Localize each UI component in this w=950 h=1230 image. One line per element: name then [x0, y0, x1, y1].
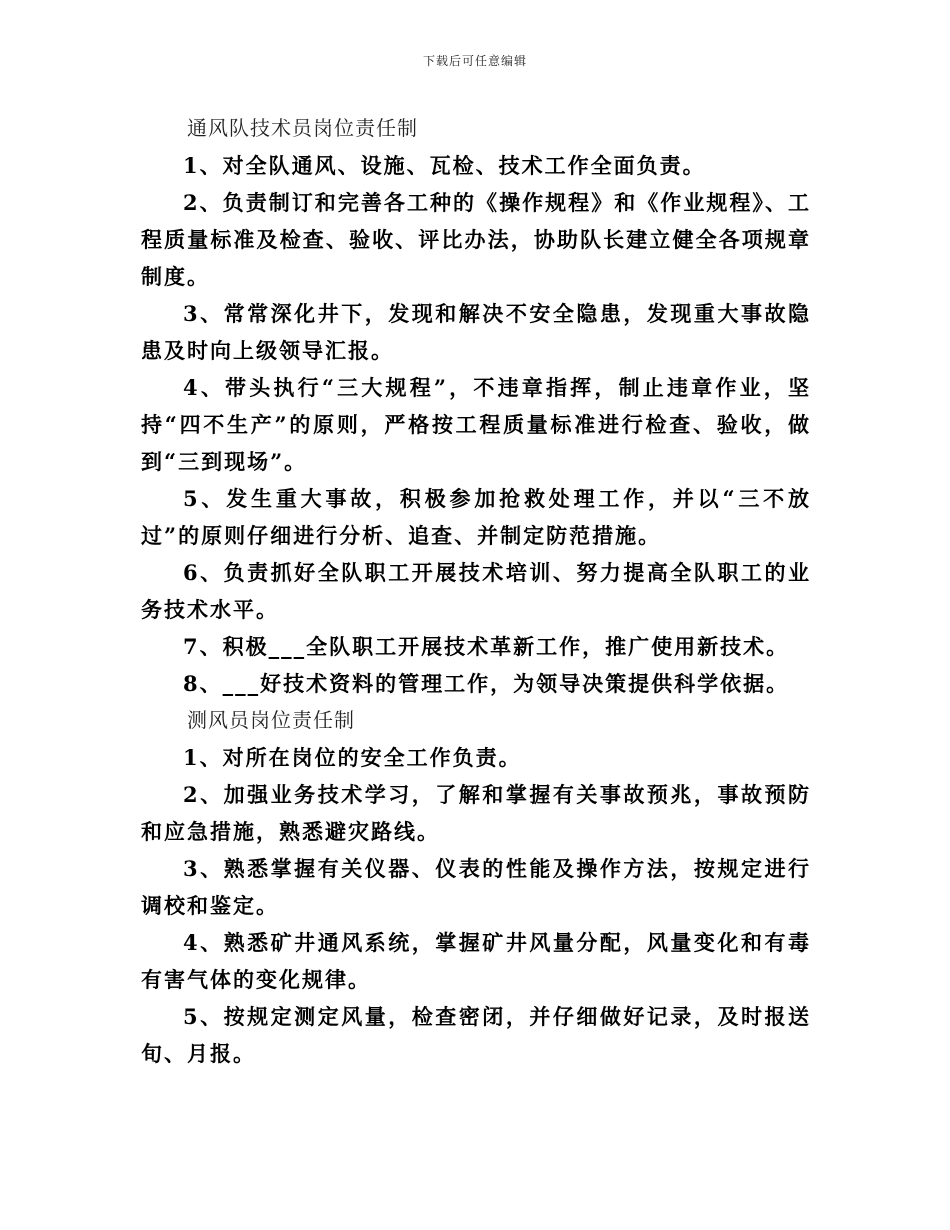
- duty-item: 4、带头执行“三大规程”，不违章指挥，制止违章作业，坚持“四不生产”的原则，严格按工程质量标准进行检查、验收，做到“三到现场”。: [141, 375, 811, 474]
- duty-item: 5、按规定测定风量，检查密闭，并仔细做好记录，及时报送旬、月报。: [141, 1004, 811, 1066]
- page-header: 下载后可任意编辑: [422, 54, 527, 68]
- section-title-air-measurer: 测风员岗位责任制: [187, 708, 355, 732]
- duty-item: 4、熟悉矿井通风系统，掌握矿井风量分配，风量变化和有毒有害气体的变化规律。: [141, 930, 811, 992]
- document-body: [141, 110, 811, 1072]
- duty-item: 8、___好技术资料的管理工作，为领导决策提供科学依据。: [183, 671, 790, 696]
- duty-item: 1、对所在岗位的安全工作负责。: [183, 745, 522, 770]
- duty-item: 3、熟悉掌握有关仪器、仪表的性能及操作方法，按规定进行调校和鉴定。: [141, 856, 811, 918]
- duty-item: 2、加强业务技术学习，了解和掌握有关事故预兆，事故预防和应急措施，熟悉避灾路线。: [141, 782, 811, 844]
- duty-item: 1、对全队通风、设施、瓦检、技术工作全面负责。: [183, 153, 706, 178]
- duty-item: 5、发生重大事故，积极参加抢救处理工作，并以“三不放过”的原则仔细进行分析、追查、并制定防范措施。: [141, 486, 811, 548]
- duty-item: 2、负责制订和完善各工种的《操作规程》和《作业规程》、工程质量标准及检查、验收、评比办法，协助队长建立健全各项规章制度。: [141, 190, 811, 289]
- duty-item: 3、常常深化井下，发现和解决不安全隐患，发现重大事故隐患及时向上级领导汇报。: [141, 301, 811, 363]
- duty-item: 7、积极___全队职工开展技术革新工作，推广使用新技术。: [183, 634, 790, 659]
- duty-item: 6、负责抓好全队职工开展技术培训、努力提高全队职工的业务技术水平。: [141, 560, 811, 622]
- section-title-ventilation-technician: 通风队技术员岗位责任制: [187, 116, 418, 140]
